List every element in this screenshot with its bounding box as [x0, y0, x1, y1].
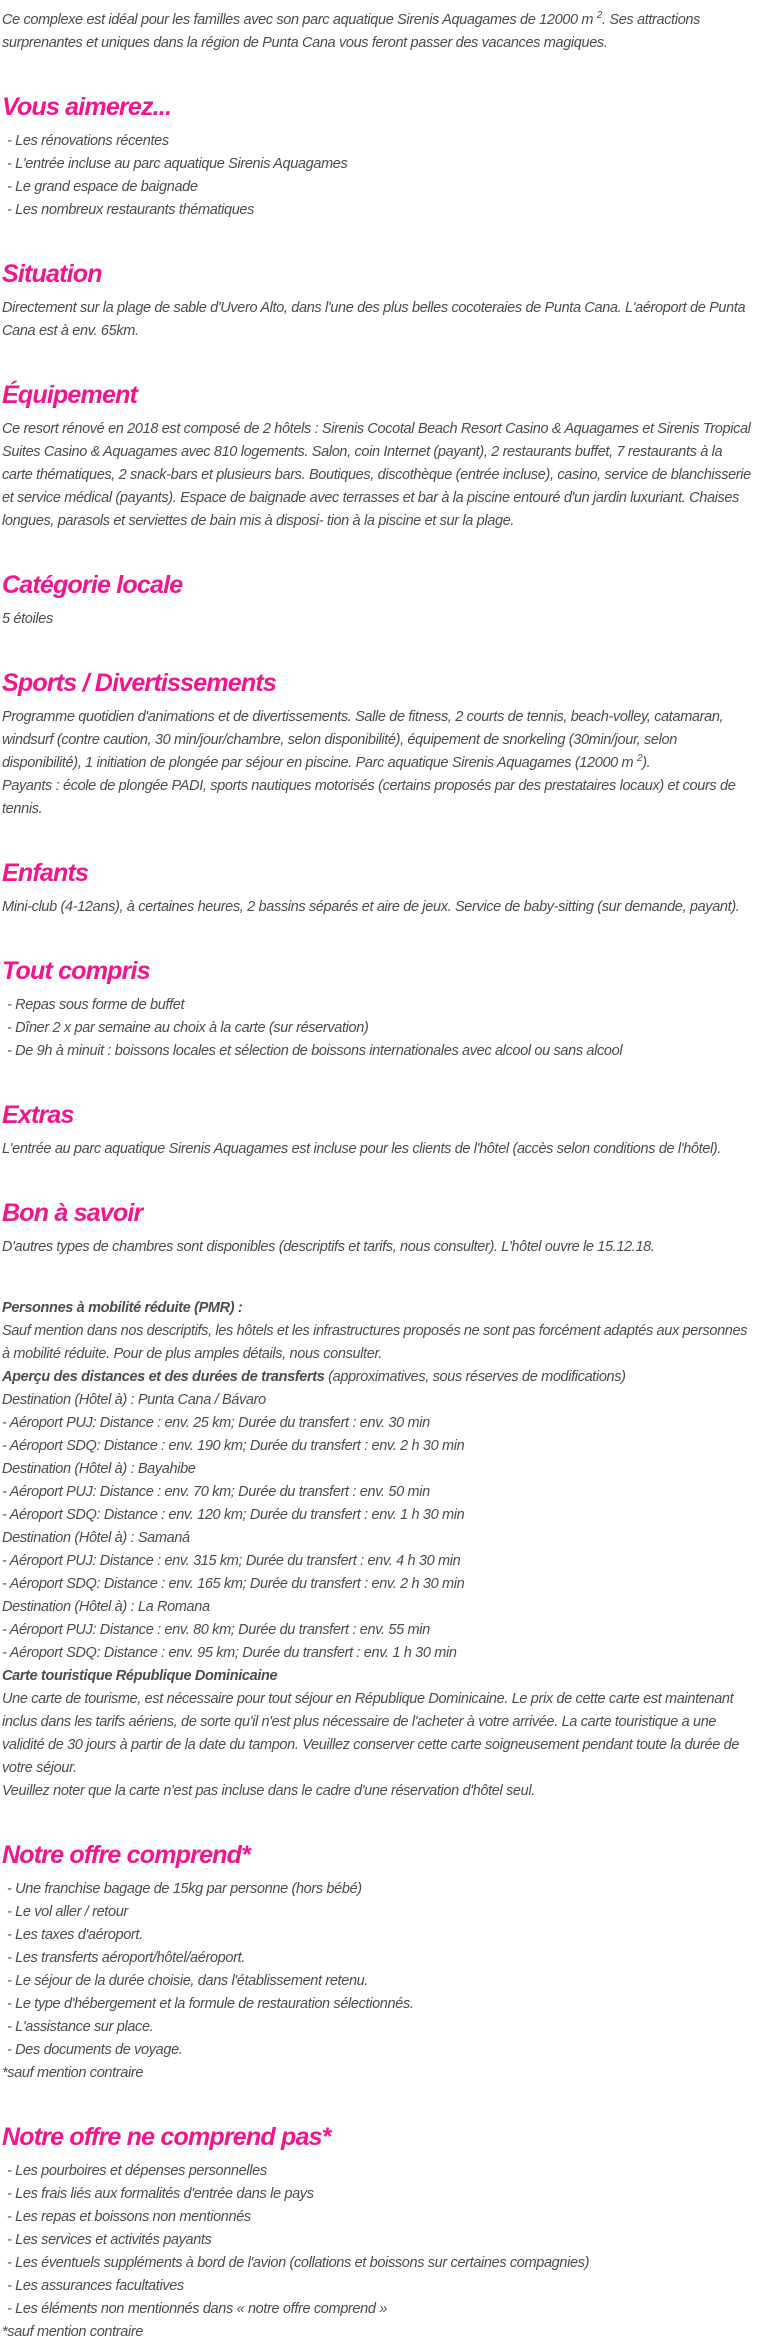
- pmr-and-transfers-block: [2, 1297, 752, 1803]
- section-title-sports-divertissements: Sports / Divertissements: [2, 669, 276, 697]
- list-item: - Les frais liés aux formalités d'entrée dans le pays: [7, 2186, 314, 2202]
- pmr-text: Veuillez noter que la carte n'est pas incluse dans le cadre d'une réservation d'hôtel seul.: [2, 1783, 535, 1799]
- list-item: - Le type d'hébergement et la formule de restauration sélectionnés.: [7, 1996, 414, 2012]
- superscript-m2: 2: [636, 753, 643, 765]
- sports-payants-text: Payants : école de plongée PADI, sports nautiques motorisés (certains proposés par des prestataires locaux) et cours de tennis.: [2, 778, 736, 817]
- pmr-line: [2, 1412, 752, 1435]
- list-item: - Les services et activités payants: [7, 2232, 212, 2248]
- pmr-bold-label: Personnes à mobilité réduite (PMR) :: [2, 1300, 243, 1316]
- pmr-text: - Aéroport SDQ: Distance : env. 165 km; Durée du transfert : env. 2 h 30 min: [2, 1576, 465, 1592]
- pmr-line: [2, 1665, 752, 1688]
- list-item: - Les transferts aéroport/hôtel/aéroport.: [7, 1950, 245, 1966]
- pmr-text: - Aéroport PUJ: Distance : env. 25 km; Durée du transfert : env. 30 min: [2, 1415, 430, 1431]
- list-item: - Les assurances facultatives: [7, 2278, 184, 2294]
- list-item: - Les nombreux restaurants thématiques: [7, 202, 255, 218]
- enfants-paragraph: Mini-club (4-12ans), à certaines heures, 2 bassins séparés et aire de jeux. Service de baby-sitting (sur demande, payant).: [2, 899, 740, 915]
- section-title-categorie-locale: Catégorie locale: [2, 571, 183, 599]
- section-title-equipement: Équipement: [2, 381, 138, 409]
- pmr-text: Destination (Hôtel à) : La Romana: [2, 1599, 210, 1615]
- vous-aimerez-list: [2, 130, 752, 222]
- pmr-text: Sauf mention dans nos descriptifs, les hôtels et les infrastructures proposés ne sont pas forcément adaptés aux personnes à mobilité réduite. Pour de plus amples détails, nous consulter.: [2, 1323, 748, 1362]
- intro-text-after: . Ses attractions surprenantes et uniques dans la région de Punta Cana vous feront passer des vacances magiques.: [2, 12, 701, 51]
- superscript-m2: 2: [596, 10, 603, 22]
- categorie-locale-paragraph: 5 étoiles: [2, 611, 53, 627]
- equipement-paragraph: Ce resort rénové en 2018 est composé de 2 hôtels : Sirenis Cocotal Beach Resort Casino & Aquagames et Sirenis Tropical Suites Casino & Aquagames avec 810 logements. Salon, coin Internet (payant), 2 restaurants buffet, 7 restaurants à la carte thématiques, 2 snack-bars et plusieurs bars. Boutiques, discothèque (entrée incluse), casino, service de blanchisserie et service médical (payants). Espace de baignade avec terrasses et bar à la piscine entouré d'un jardin luxuriant. Chaises longues, parasols et serviettes de bain mis à disposi- tion à la piscine et sur la plage.: [2, 421, 751, 529]
- bon-a-savoir-paragraph: D'autres types de chambres sont disponibles (descriptifs et tarifs, nous consulter). L'hôtel ouvre le 15.12.18.: [2, 1239, 655, 1255]
- list-item: - Les pourboires et dépenses personnelles: [7, 2163, 267, 2179]
- intro-text-before: Ce complexe est idéal pour les familles avec son parc aquatique Sirenis Aquagames de 12000 m: [2, 12, 597, 28]
- list-item: - De 9h à minuit : boissons locales et sélection de boissons internationales avec alcool ou sans alcool: [7, 1043, 623, 1059]
- section-title-extras: Extras: [2, 1101, 74, 1129]
- intro-paragraph: [2, 9, 752, 55]
- list-item: - Les repas et boissons non mentionnés: [7, 2209, 251, 2225]
- pmr-text: - Aéroport PUJ: Distance : env. 80 km; Durée du transfert : env. 55 min: [2, 1622, 430, 1638]
- pmr-text: - Aéroport SDQ: Distance : env. 190 km; Durée du transfert : env. 2 h 30 min: [2, 1438, 465, 1454]
- list-item: - Les taxes d'aéroport.: [7, 1927, 143, 1943]
- section-title-enfants: Enfants: [2, 859, 89, 887]
- pmr-bold-label: Aperçu des distances et des durées de transferts: [2, 1369, 325, 1385]
- list-item: - Le vol aller / retour: [7, 1904, 128, 1920]
- extras-paragraph: L'entrée au parc aquatique Sirenis Aquagames est incluse pour les clients de l'hôtel (accès selon conditions de l'hôtel).: [2, 1141, 722, 1157]
- sports-text-before: Programme quotidien d'animations et de divertissements. Salle de fitness, 2 courts de tennis, beach-volley, catamaran, windsurf (contre caution, 30 min/jour/chambre, selon disponibilité), équipement de snorkeling (30min/jour, selon disponibilité), 1 initiation de plongée par séjour en piscine. Parc aquatique Sirenis Aquagames (12000 m: [2, 709, 724, 771]
- section-title-notre-offre-comprend: Notre offre comprend*: [2, 1841, 251, 1869]
- pmr-line: [2, 1435, 752, 1458]
- pmr-text: - Aéroport PUJ: Distance : env. 70 km; Durée du transfert : env. 50 min: [2, 1484, 430, 1500]
- footnote: *sauf mention contraire: [2, 2065, 144, 2081]
- pmr-text: Destination (Hôtel à) : Samaná: [2, 1530, 190, 1546]
- list-item: - Le séjour de la durée choisie, dans l'établissement retenu.: [7, 1973, 369, 1989]
- situation-paragraph: Directement sur la plage de sable d'Uvero Alto, dans l'une des plus belles cocoteraies de Punta Cana. L'aéroport de Punta Cana est à env. 65km.: [2, 300, 746, 339]
- pmr-line: [2, 1688, 752, 1780]
- pmr-bold-label: Carte touristique République Dominicaine: [2, 1668, 278, 1684]
- section-title-tout-compris: Tout compris: [2, 957, 150, 985]
- sports-text-after: ).: [642, 755, 651, 771]
- section-title-notre-offre-ne-comprend-pas: Notre offre ne comprend pas*: [2, 2123, 331, 2151]
- pmr-line: [2, 1366, 752, 1389]
- list-item: - Les éléments non mentionnés dans « notre offre comprend »: [7, 2301, 387, 2317]
- section-title-bon-a-savoir: Bon à savoir: [2, 1199, 143, 1227]
- pmr-line: [2, 1527, 752, 1550]
- pmr-text: - Aéroport PUJ: Distance : env. 315 km; Durée du transfert : env. 4 h 30 min: [2, 1553, 461, 1569]
- pmr-line: [2, 1780, 752, 1803]
- list-item: - Des documents de voyage.: [7, 2042, 183, 2058]
- tout-compris-list: [2, 994, 752, 1063]
- pmr-line: [2, 1389, 752, 1412]
- pmr-line: [2, 1619, 752, 1642]
- sports-paragraph: [2, 706, 752, 821]
- list-item: - L'assistance sur place.: [7, 2019, 154, 2035]
- pmr-line: [2, 1642, 752, 1665]
- pmr-text: - Aéroport SDQ: Distance : env. 95 km; Durée du transfert : env. 1 h 30 min: [2, 1645, 457, 1661]
- footnote: *sauf mention contraire: [2, 2324, 144, 2340]
- pmr-text: Destination (Hôtel à) : Punta Cana / Bávaro: [2, 1392, 266, 1408]
- list-item: - Repas sous forme de buffet: [7, 997, 185, 1013]
- pmr-line: [2, 1297, 752, 1320]
- pmr-line: [2, 1504, 752, 1527]
- list-item: - Les éventuels suppléments à bord de l'avion (collations et boissons sur certaines compagnies): [7, 2255, 590, 2271]
- pmr-text: - Aéroport SDQ: Distance : env. 120 km; Durée du transfert : env. 1 h 30 min: [2, 1507, 465, 1523]
- offre-ne-comprend-pas-list: [2, 2160, 752, 2321]
- list-item: - Une franchise bagage de 15kg par personne (hors bébé): [7, 1881, 362, 1897]
- section-title-situation: Situation: [2, 260, 102, 288]
- section-title-vous-aimerez: Vous aimerez...: [2, 93, 172, 121]
- list-item: - Le grand espace de baignade: [7, 179, 198, 195]
- list-item: - Dîner 2 x par semaine au choix à la carte (sur réservation): [7, 1020, 369, 1036]
- pmr-line: [2, 1596, 752, 1619]
- pmr-line: [2, 1550, 752, 1573]
- list-item: - Les rénovations récentes: [7, 133, 169, 149]
- pmr-text: Destination (Hôtel à) : Bayahibe: [2, 1461, 196, 1477]
- offre-comprend-list: [2, 1878, 752, 2062]
- pmr-line: [2, 1481, 752, 1504]
- list-item: - L'entrée incluse au parc aquatique Sirenis Aquagames: [7, 156, 348, 172]
- pmr-line: [2, 1458, 752, 1481]
- pmr-text: (approximatives, sous réserves de modifications): [324, 1369, 626, 1385]
- pmr-text: Une carte de tourisme, est nécessaire pour tout séjour en République Dominicaine. Le prix de cette carte est maintenant inclus dans les tarifs aériens, de sorte qu'il n'est plus nécessaire de l'acheter à votre arrivée. La carte touristique a une validité de 30 jours à partir de la date du tampon. Veuillez conserver cette carte soigneusement pendant toute la durée de votre séjour.: [2, 1691, 740, 1776]
- pmr-line: [2, 1573, 752, 1596]
- pmr-line: [2, 1320, 752, 1366]
